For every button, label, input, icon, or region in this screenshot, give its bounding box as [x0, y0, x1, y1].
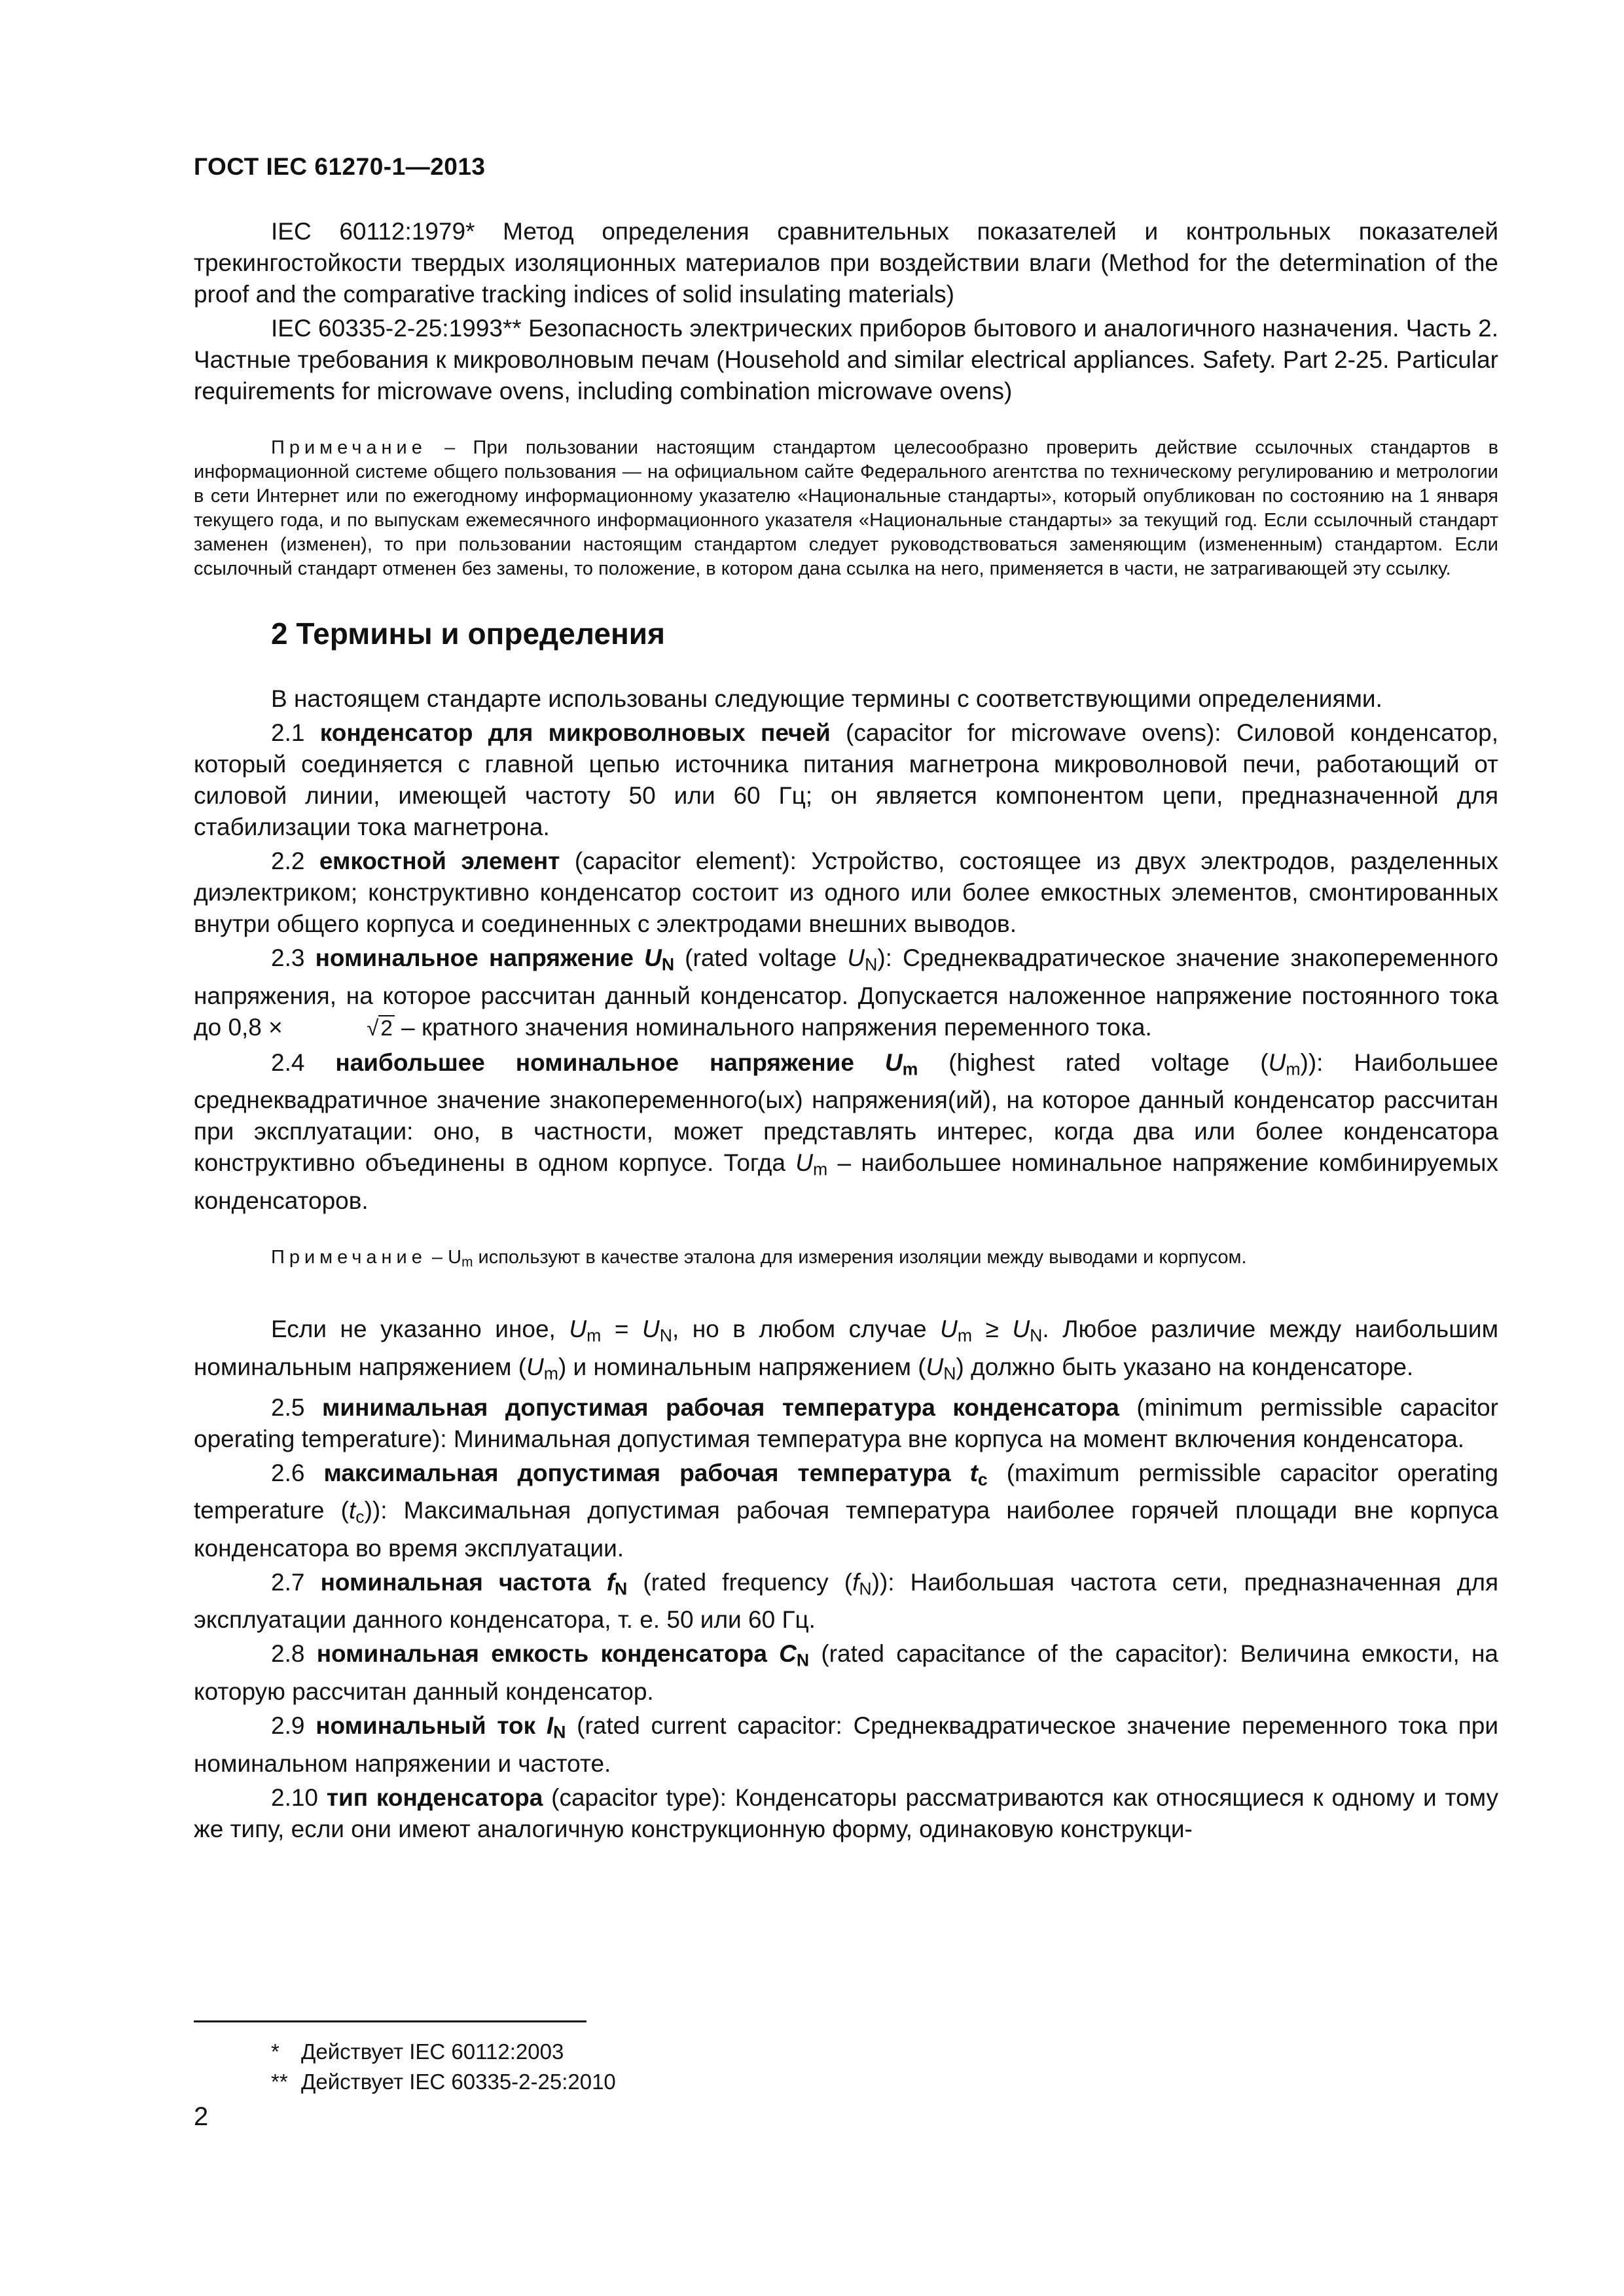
note-label: Примечание: [271, 437, 427, 458]
square-root: √2: [289, 1013, 395, 1045]
note-text: – При пользовании настоящим стандартом целесообразно проверить действие ссылочных стандартов в информационной системе общего пользования — на официальном сайте Федерального агентства по техническому регулированию и метрологии в сети Интернет или по ежегодному информационному указателю «Национальные стандарты», который опубликован по состоянию на 1 января текущего года, и по выпускам ежемесячного информационного указателя «Национальные стандарты» за текущий год. Если ссылочный стандарт заменен (изменен), то при пользовании настоящим стандартом следует руководствоваться заменяющим (измененным) стандартом. Если ссылочный стандарт отменен без замены, то положение, в котором дана ссылка на него, применяется в части, не затрагивающей эту ссылку.: [194, 437, 1498, 579]
reference-iec-60112: IEC 60112:1979* Метод определения сравнительных показателей и контрольных показателей трекингостойкости твердых изоляционных материалов при воздействии влаги (Method for the determination of the proof and the comparative tracking indices of solid insulating materials): [194, 218, 1498, 308]
section-intro: В настоящем стандарте использованы следующие термины с соответствующими определениями.: [271, 685, 1382, 712]
note-label: Примечание: [271, 1246, 427, 1268]
voltage-relation-paragraph: Если не указанно иное, $U_m = U_N$, но в любом случае $U_m \ge U_N$. Любое различие между наибольшим номинальным напряжением $(U_m)$ и номинальным напряжением $(U_N)$ должно быть указано на конденсаторе.: [194, 1316, 1499, 1384]
page-content: [194, 216, 1498, 1845]
term-name: емкостной элемент: [319, 848, 560, 874]
footnote-1: * Действует IEC 60112:2003: [271, 2039, 564, 2064]
term-name: тип конденсатора: [326, 1784, 543, 1811]
page-number: 2: [194, 2102, 209, 2131]
term-name: наибольшее номинальное напряжение $U_m$: [335, 1049, 918, 1079]
term-name: номинальный ток $I_N$: [316, 1712, 566, 1742]
reference-iec-60335: IEC 60335-2-25:1993** Безопасность электрических приборов бытового и аналогичного назначения. Часть 2. Частные требования к микроволновым печам (Household and similar electrical appliances. Safety. Part 2-25. Particular requirements for microwave ovens, including combination microwave ovens): [194, 315, 1498, 404]
term-2-9: 2.9 номинальный ток $I_N$ (rated current capacitor: Среднеквадратическое значение переменного тока при номинальном напряжении и частоте.: [194, 1712, 1498, 1777]
term-2-3: 2.3 номинальное напряжение $U_N$ (rated voltage $U_N$): Среднеквадратическое значение знакопеременного напряжения, на которое рассчитан данный конденсатор. Допускается наложенное напряжение постоянного тока до 0,8 × √2 – кратного значения номинального напряжения переменного тока.: [194, 942, 1498, 1045]
term-2-1: 2.1 конденсатор для микроволновых печей (capacitor for microwave ovens): Силовой конденсатор, который соединяется с главной цепью источника питания магнетрона микроволновой печи, работающий от силовой линии, имеющей частоту 50 или 60 Гц; он является компонентом цепи, предназначенной для стабилизации тока магнетрона.: [194, 719, 1498, 840]
term-name: максимальная допустимая рабочая температура $t_c$: [323, 1459, 988, 1490]
term-2-6: 2.6 максимальная допустимая рабочая температура $t_c$ (maximum permissible capacitor operating temperature $(t_c)$): Максимальная допустимая рабочая температура наиболее горячей площади вне корпуса конденсатора во время эксплуатации.: [194, 1459, 1499, 1562]
term-name: номинальная частота $f_N$: [320, 1568, 628, 1599]
note-um: Примечание – $U_m$ используют в качестве эталона для измерения изоляции между выводами и корпусом.: [271, 1246, 1247, 1270]
term-2-8: 2.8 номинальная емкость конденсатора $C_N$ (rated capacitance of the capacitor): Величина емкости, на которую рассчитан данный конденсатор.: [194, 1640, 1499, 1706]
term-name: номинальное напряжение $U_N$: [315, 944, 675, 975]
term-2-5: 2.5 минимальная допустимая рабочая температура конденсатора (minimum permissible capacitor operating temperature): Минимальная допустимая температура вне корпуса на момент включения конденсатора.: [194, 1393, 1498, 1452]
standard-header: ГОСТ IEC 61270-1—2013: [194, 153, 486, 180]
footnote-2: ** Действует IEC 60335-2-25:2010: [271, 2070, 616, 2094]
term-name: конденсатор для микроволновых печей: [319, 719, 831, 746]
term-name: минимальная допустимая рабочая температура конденсатора: [321, 1393, 1119, 1421]
term-2-7: 2.7 номинальная частота $f_N$ (rated frequency $(f_N)$): Наибольшая частота сети, предназначенная для эксплуатации данного конденсатора, т. е. 50 или 60 Гц.: [194, 1568, 1498, 1634]
term-2-4: 2.4 наибольшее номинальное напряжение $U_m$ (highest rated voltage $(U_m)$): Наибольшее среднеквадратичное значение знакопеременного(ых) напряжения(ий), на которое данный конденсатор рассчитан при эксплуатации: оно, в частности, может представлять интерес, когда два или более конденсатора конструктивно объединены в одном корпусе. Тогда $U_m$ – наибольшее номинальное напряжение комбинируемых конденсаторов.: [194, 1049, 1498, 1214]
note-references: [194, 436, 1498, 581]
term-2-2: 2.2 емкостной элемент (capacitor element): Устройство, состоящее из двух электродов, разделенных диэлектриком; конструктивно конденсатор состоит из одного или более емкостных элементов, смонтированных внутри общего корпуса и соединенных с электродами внешних выводов.: [194, 848, 1499, 937]
term-2-10: 2.10 тип конденсатора (capacitor type): Конденсаторы рассматриваются как относящиеся к одному и тому же типу, если они имеют аналогичную конструкционную форму, одинаковую конструкци-: [194, 1784, 1499, 1842]
footnote-divider: [194, 2020, 586, 2022]
section-heading: 2 Термины и определения: [271, 617, 665, 651]
term-name: номинальная емкость конденсатора $C_N$: [316, 1640, 810, 1671]
footnotes: [271, 2037, 616, 2097]
